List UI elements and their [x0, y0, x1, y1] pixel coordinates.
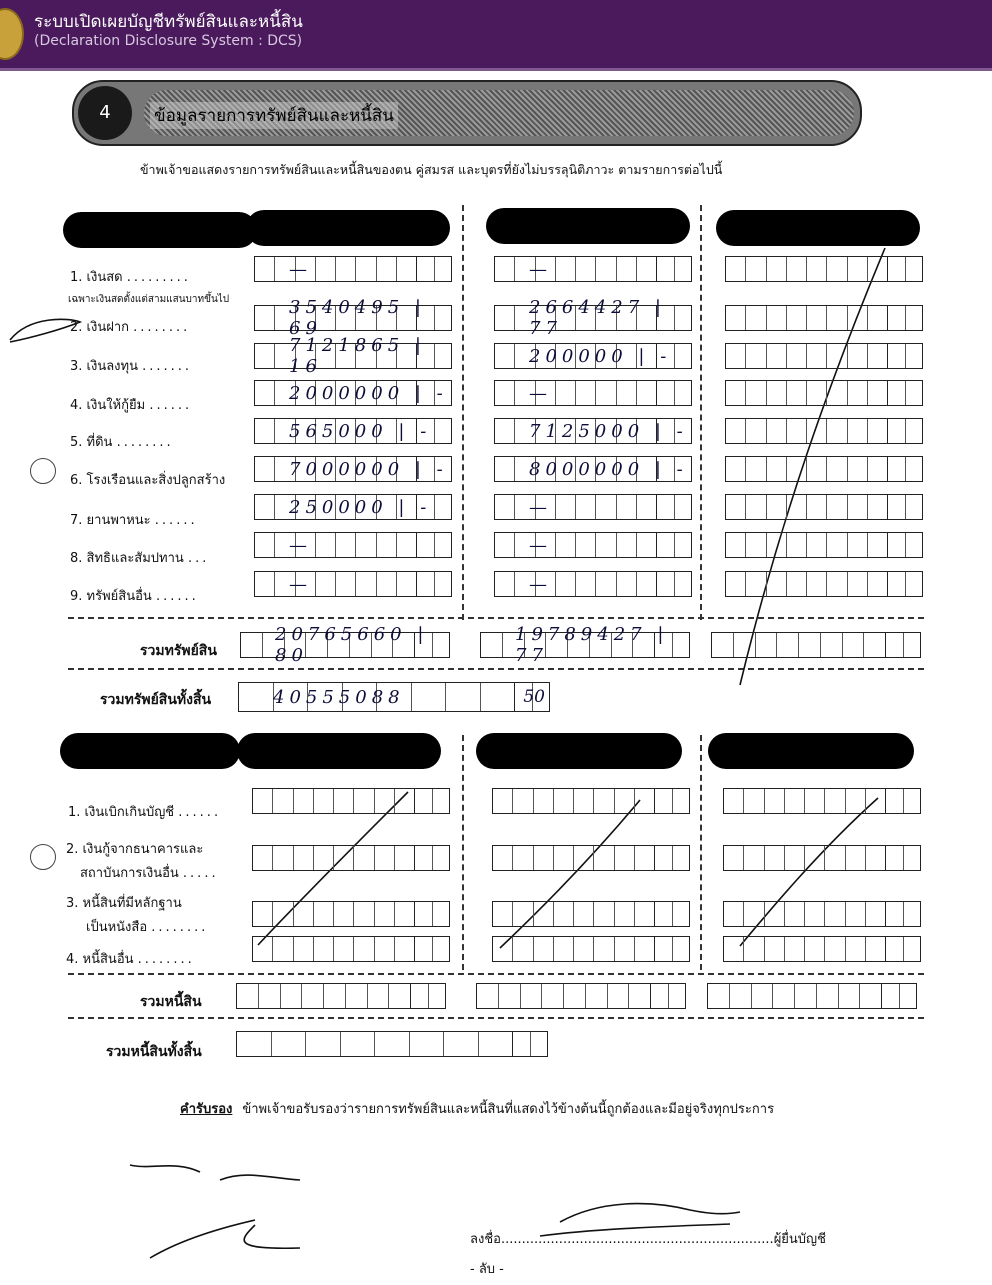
- asset-cell-declarant: 3540495 | 69: [254, 305, 452, 331]
- asset-label-cash: 1. เงินสด .........: [70, 270, 191, 285]
- asset-cell-spouse: 8000000 | -: [494, 456, 692, 482]
- asset-cell-spouse: —: [494, 532, 692, 558]
- asset-total-cell-children: [711, 632, 921, 658]
- asset-cell-spouse: 2664427 | 77: [494, 305, 692, 331]
- liabilities-grand-total-label: รวมหนี้สินทั้งสิ้น: [106, 1044, 202, 1060]
- assets-grand-total-label: รวมทรัพย์สินทั้งสิ้น: [100, 692, 212, 708]
- liability-cell-spouse: [492, 788, 690, 814]
- liability-cell-children: [723, 845, 921, 871]
- asset-cell-children: [725, 343, 923, 369]
- asset-label-investment: 3. เงินลงทุน .......: [70, 359, 193, 374]
- asset-label-rights: 8. สิทธิและสัมปทาน ...: [70, 551, 210, 566]
- liability-label-written-debt: 3. หนี้สินที่มีหลักฐาน เป็นหนังสือ ........: [66, 896, 209, 935]
- asset-cell-children: [725, 494, 923, 520]
- asset-cell-declarant: 565000 | -: [254, 418, 452, 444]
- cash-note: เฉพาะเงินสดตั้งแต่สามแสนบาทขึ้นไป: [68, 294, 230, 305]
- app-title: ระบบเปิดเผยบัญชีทรัพย์สินและหนี้สิน: [34, 12, 303, 32]
- asset-cell-declarant: 7000000 | -: [254, 456, 452, 482]
- intro-text: ข้าพเจ้าขอแสดงรายการทรัพย์สินและหนี้สินของตน คู่สมรส และบุตรที่ยังไม่บรรลุนิติภาวะ ตามรายการต่อไปนี้: [140, 162, 723, 177]
- asset-cell-spouse: —: [494, 571, 692, 597]
- asset-cell-declarant: 2000000 | -: [254, 380, 452, 406]
- asset-cell-declarant: 7121865 | 16: [254, 343, 452, 369]
- liability-cell-declarant: [252, 936, 450, 962]
- asset-cell-children: [725, 305, 923, 331]
- liability-label-bank-loan: 2. เงินกู้จากธนาคารและ สถาบันการเงินอื่น .....: [66, 842, 219, 881]
- liability-cell-declarant: [252, 845, 450, 871]
- asset-total-cell-declarant: 20765660 | 80: [240, 632, 450, 658]
- asset-cell-declarant: 250000 | -: [254, 494, 452, 520]
- certification-heading: คำรับรอง: [180, 1102, 233, 1117]
- asset-label-loan: 4. เงินให้กู้ยืม ......: [70, 398, 193, 413]
- asset-label-vehicle: 7. ยานพาหนะ ......: [70, 513, 198, 528]
- app-subtitle: (Declaration Disclosure System : DCS): [34, 33, 303, 49]
- liability-cell-children: [723, 788, 921, 814]
- assets-total-label: รวมทรัพย์สิน: [140, 643, 217, 659]
- asset-label-land: 5. ที่ดิน ........: [70, 435, 174, 450]
- confidential-footer: - ลับ -: [470, 1262, 504, 1277]
- asset-cell-spouse: —: [494, 380, 692, 406]
- asset-cell-declarant: —: [254, 571, 452, 597]
- liability-label-overdraft: 1. เงินเบิกเกินบัญชี ......: [68, 805, 222, 820]
- liability-total-cell-declarant: [236, 983, 446, 1009]
- asset-cell-children: [725, 256, 923, 282]
- asset-cell-children: [725, 418, 923, 444]
- asset-label-deposit: 2. เงินฝาก ........: [70, 320, 191, 335]
- asset-cell-children: [725, 571, 923, 597]
- liabilities-total-label: รวมหนี้สิน: [140, 994, 202, 1010]
- asset-cell-spouse: —: [494, 494, 692, 520]
- liability-total-cell-spouse: [476, 983, 686, 1009]
- asset-cell-declarant: —: [254, 256, 452, 282]
- asset-grand-total-cell: 40555088 50: [238, 682, 550, 712]
- asset-cell-declarant: —: [254, 532, 452, 558]
- asset-total-cell-spouse: 19789427 | 77: [480, 632, 690, 658]
- liability-cell-children: [723, 901, 921, 927]
- asset-label-other: 9. ทรัพย์สินอื่น ......: [70, 589, 199, 604]
- liability-cell-spouse: [492, 936, 690, 962]
- liability-cell-spouse: [492, 901, 690, 927]
- asset-cell-children: [725, 456, 923, 482]
- signature-line: ลงชื่อ..................................................................ผู้ยื่นบัญชี: [470, 1232, 826, 1247]
- asset-cell-spouse: 7125000 | -: [494, 418, 692, 444]
- section-title: ข้อมูลรายการทรัพย์สินและหนี้สิน: [150, 102, 398, 129]
- liability-label-other: 4. หนี้สินอื่น ........: [66, 952, 195, 967]
- asset-cell-spouse: —: [494, 256, 692, 282]
- certification-text: ข้าพเจ้าขอรับรองว่ารายการทรัพย์สินและหนี้สินที่แสดงไว้ข้างต้นนี้ถูกต้องและมีอยู่จริงทุกประการ: [242, 1102, 775, 1117]
- asset-cell-children: [725, 380, 923, 406]
- asset-label-building: 6. โรงเรือนและสิ่งปลูกสร้าง: [70, 473, 226, 488]
- section-number: 4: [78, 86, 132, 140]
- liability-grand-total-cell: [236, 1031, 548, 1057]
- asset-cell-children: [725, 532, 923, 558]
- liability-cell-declarant: [252, 901, 450, 927]
- liability-total-cell-children: [707, 983, 917, 1009]
- liability-cell-children: [723, 936, 921, 962]
- asset-cell-spouse: 200000 | -: [494, 343, 692, 369]
- liability-cell-spouse: [492, 845, 690, 871]
- liability-cell-declarant: [252, 788, 450, 814]
